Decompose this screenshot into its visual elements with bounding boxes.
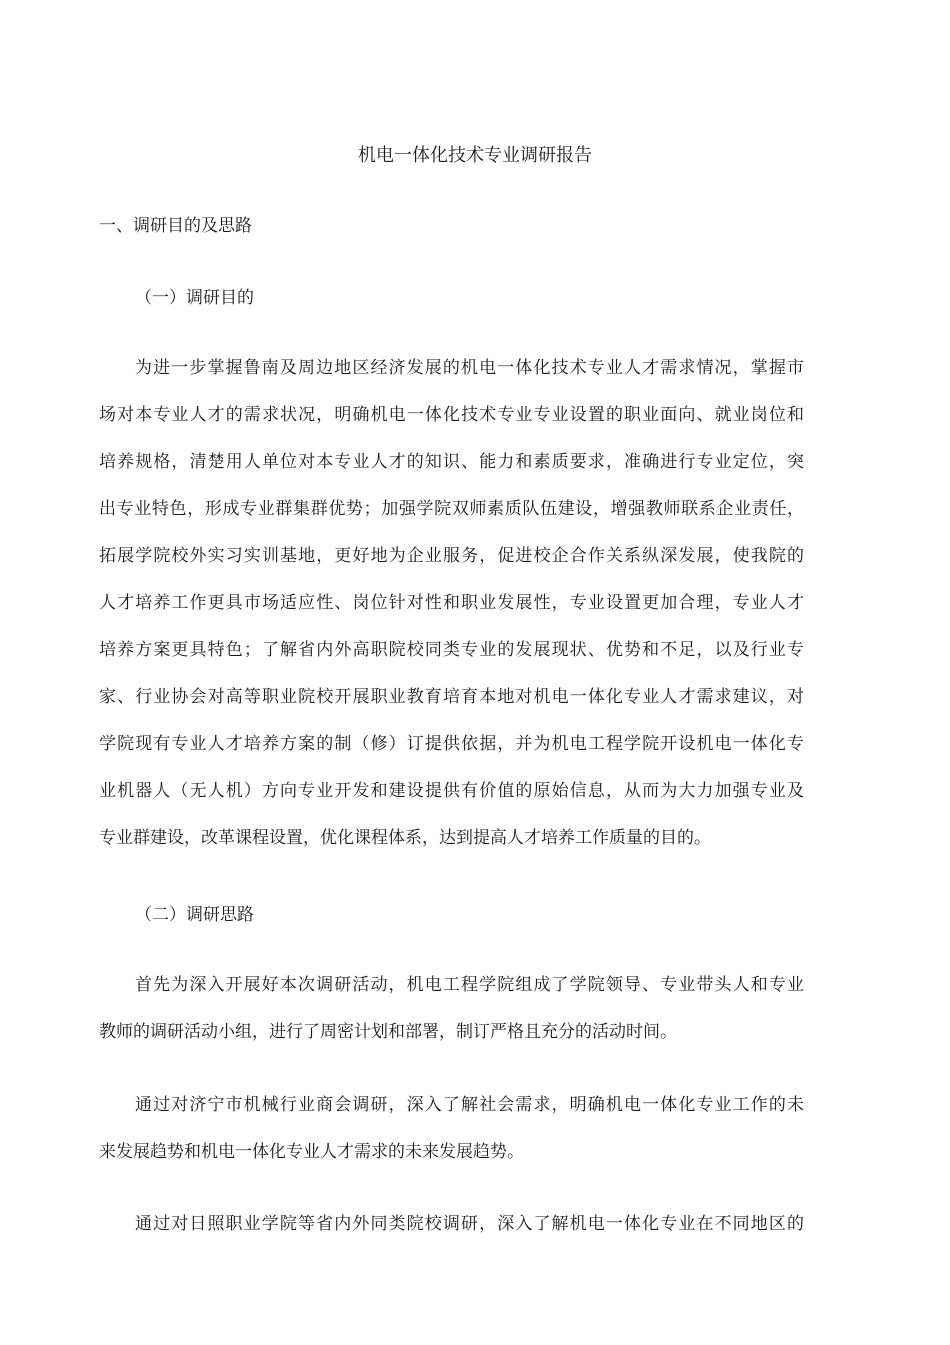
paragraph-line: 教师的调研活动小组，进行了周密计划和部署，制订严格且充分的活动时间。: [99, 1022, 677, 1042]
paragraph-line: 通过对日照职业学院等省内外同类院校调研，深入了解机电一体化专业在不同地区的: [135, 1214, 804, 1234]
paragraph-line: 首先为深入开展好本次调研活动，机电工程学院组成了学院领导、专业带头人和专业: [135, 975, 804, 995]
paragraph-line: 拓展学院校外实习实训基地，更好地为企业服务，促进校企合作关系纵深发展，使我院的: [99, 546, 804, 566]
paragraph-approach-team: [99, 962, 804, 1056]
paragraph-line: 场对本专业人才的需求状况，明确机电一体化技术专业专业设置的职业面向、就业岗位和: [99, 405, 804, 425]
paragraph-line: 培养方案更具特色；了解省内外高职院校同类专业的发展现状、优势和不足，以及行业专: [99, 640, 804, 660]
subsection-heading-purpose: （一）调研目的: [135, 288, 254, 308]
section-heading-purpose-and-approach: 一、调研目的及思路: [99, 216, 252, 236]
paragraph-approach-industry: [99, 1082, 804, 1176]
paragraph-line: 业机器人（无人机）方向专业开发和建设提供有价值的原始信息，从而为大力加强专业及: [99, 781, 804, 801]
paragraph-line: 培养规格，清楚用人单位对本专业人才的知识、能力和素质要求，准确进行专业定位，突: [99, 452, 804, 472]
paragraph-line: 学院现有专业人才培养方案的制（修）订提供依据，并为机电工程学院开设机电一体化专: [99, 734, 804, 754]
paragraph-line: 通过对济宁市机械行业商会调研，深入了解社会需求，明确机电一体化专业工作的未: [135, 1095, 804, 1115]
paragraph-line: 家、行业协会对高等职业院校开展职业教育培育本地对机电一体化专业人才需求建议，对: [99, 687, 804, 707]
paragraph-line: 来发展趋势和机电一体化专业人才需求的未来发展趋势。: [99, 1142, 524, 1162]
paragraph-approach-colleges: [99, 1201, 804, 1248]
paragraph-line: 为进一步掌握鲁南及周边地区经济发展的机电一体化技术专业人才需求情况，掌握市: [135, 358, 804, 378]
paragraph-purpose: [99, 345, 804, 862]
document-title: 机电一体化技术专业调研报告: [358, 145, 592, 166]
paragraph-line: 出专业特色，形成专业群集群优势；加强学院双师素质队伍建设，增强教师联系企业责任，: [99, 499, 804, 519]
subsection-heading-approach: （二）调研思路: [135, 905, 254, 925]
paragraph-line: 专业群建设，改革课程设置，优化课程体系，达到提高人才培养工作质量的目的。: [99, 828, 711, 848]
paragraph-line: 人才培养工作更具市场适应性、岗位针对性和职业发展性，专业设置更加合理，专业人才: [99, 593, 804, 613]
